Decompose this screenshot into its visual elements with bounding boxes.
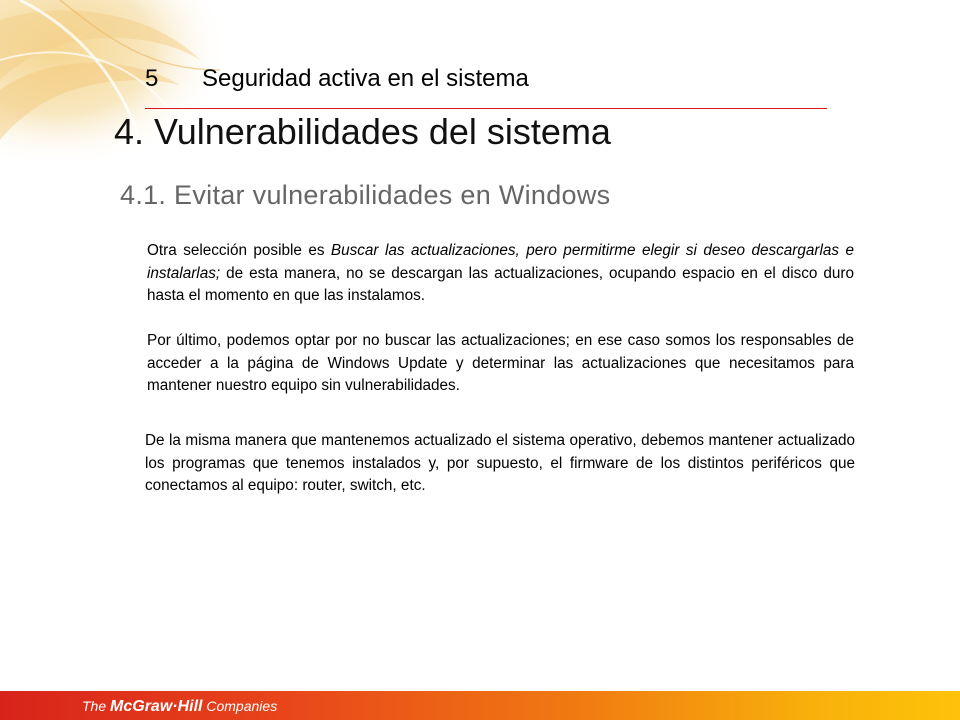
paragraph-italic-option: Buscar las actualizaciones, pero permitirme elegir si deseo descargarlas e instalarlas; — [147, 242, 854, 282]
chapter-number: 5 — [145, 65, 159, 92]
section-title: 4. Vulnerabilidades del sistema — [114, 111, 611, 152]
logo-suffix: Companies — [202, 698, 278, 714]
logo-prefix: The — [82, 698, 111, 714]
paragraph-update-options — [147, 240, 854, 308]
chapter-title: Seguridad activa en el sistema — [202, 65, 529, 92]
paragraph-text: de esta manera, no se descargan las actualizaciones, ocupando espacio en el disco duro hasta el momento en que las instalamos. — [147, 264, 854, 304]
subsection-title: 4.1. Evitar vulnerabilidades en Windows — [120, 180, 611, 210]
header-divider — [145, 108, 827, 109]
publisher-logo — [82, 696, 277, 717]
paragraph-text: Otra selección posible es — [147, 242, 331, 259]
logo-brand: McGraw·Hill — [110, 698, 203, 715]
paragraph-no-updates: Por último, podemos optar por no buscar las actualizaciones; en ese caso somos los responsables de acceder a la página de Windows Update y determinar las actualizaciones que necesitamos para mantener nuestro equipo sin vulnerabilidades. — [147, 332, 854, 394]
paragraph-firmware: De la misma manera que mantenemos actualizado el sistema operativo, debemos mantener actualizado los programas que tenemos instalados y, por supuesto, el firmware de los distintos periféricos que conectamos al equipo: router, switch, etc. — [145, 432, 855, 494]
